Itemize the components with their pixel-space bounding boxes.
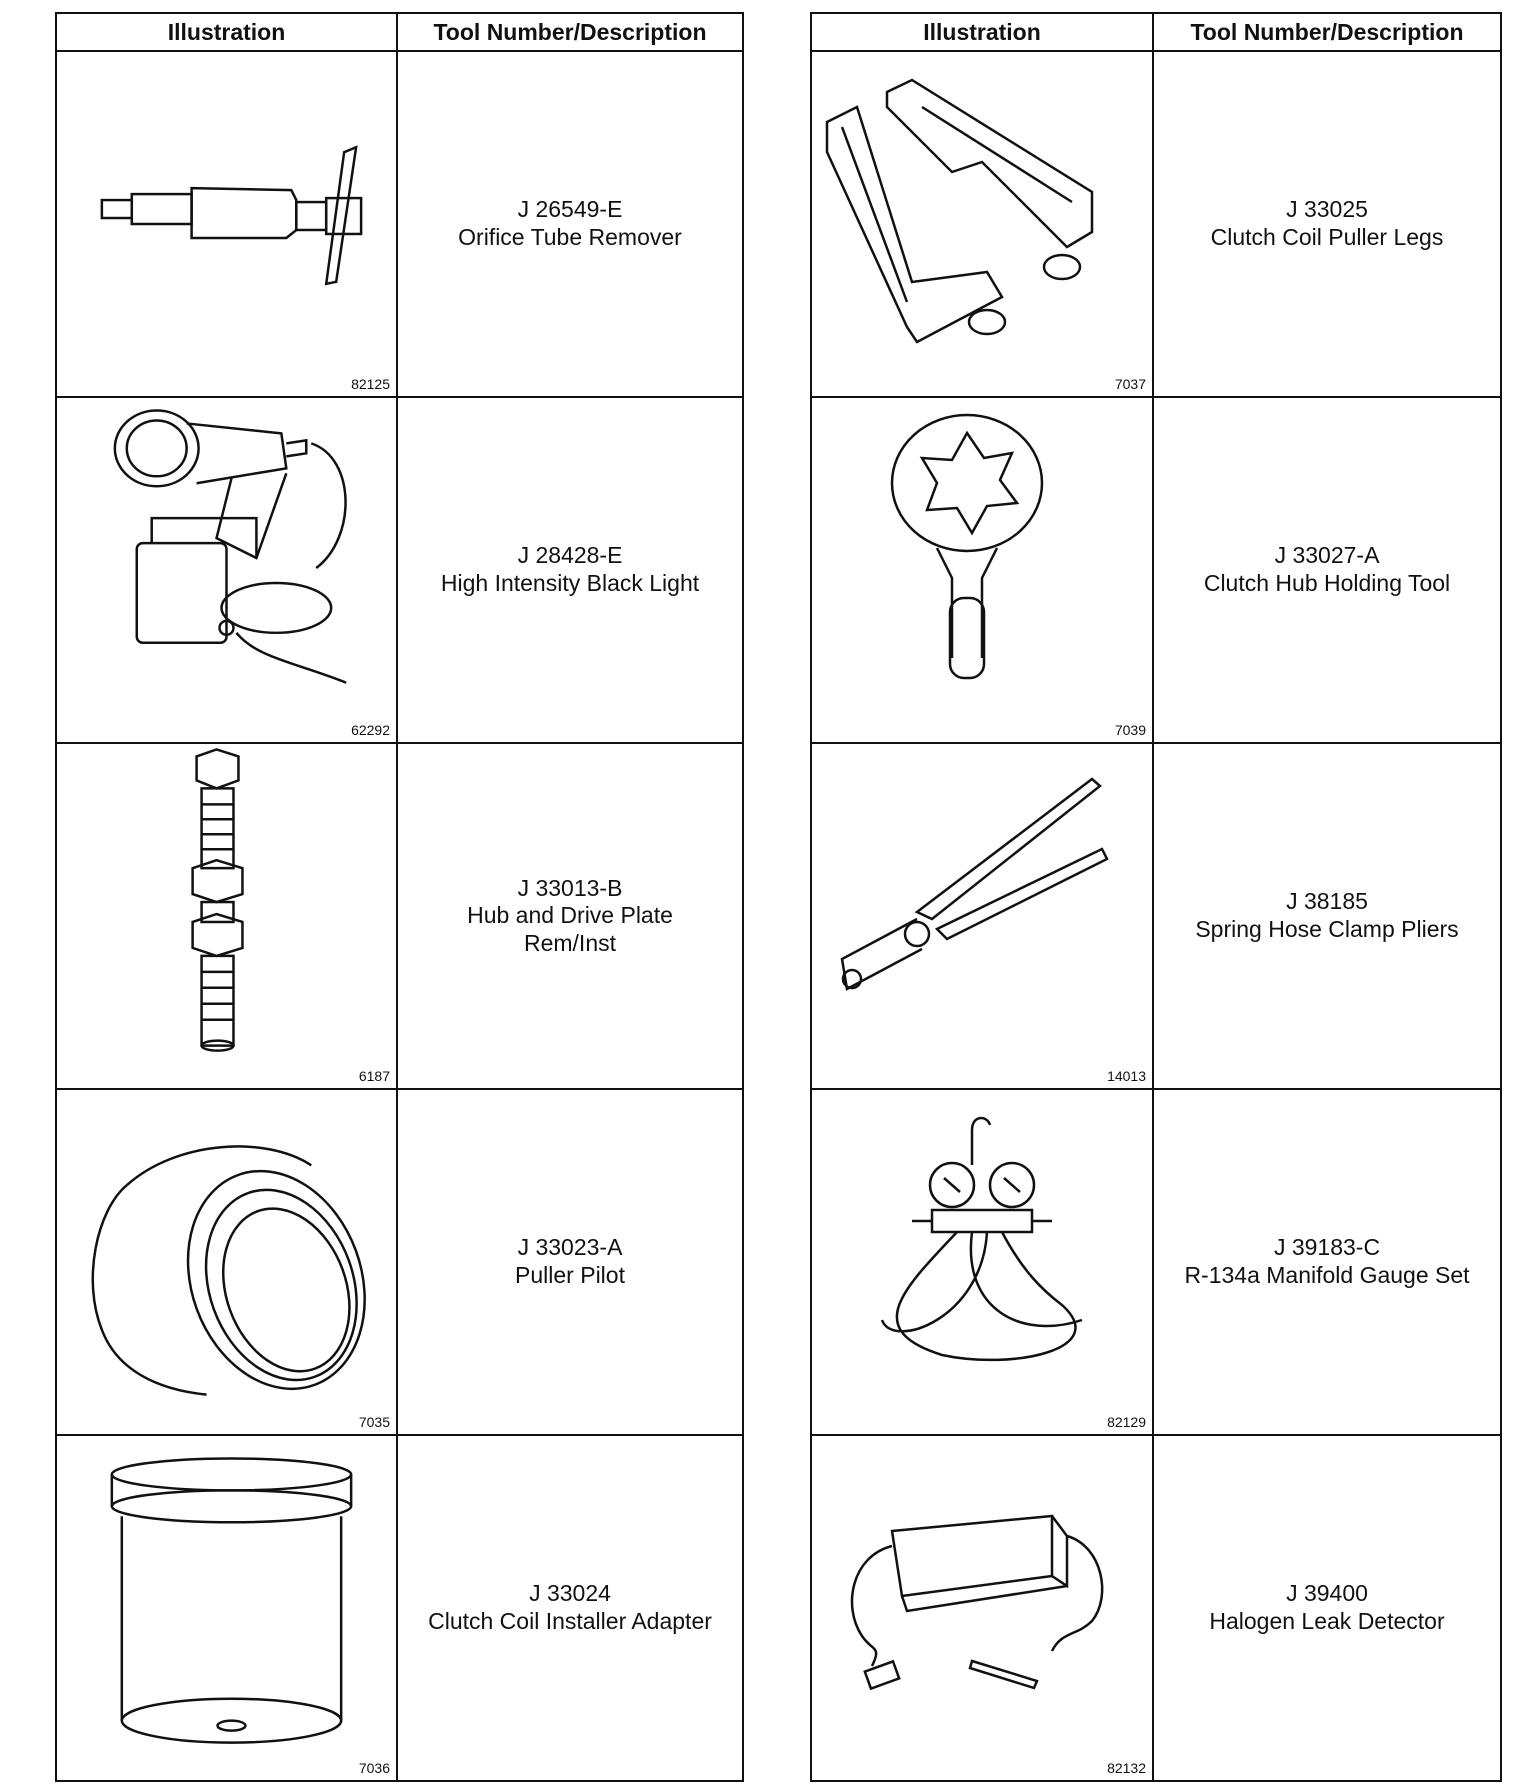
description-cell <box>1153 743 1501 1089</box>
description-cell <box>397 397 743 743</box>
illustration-cell <box>811 51 1153 397</box>
hub-drive-plate-tool-icon <box>57 744 396 1088</box>
tool-description: Puller Pilot <box>515 1262 625 1288</box>
table-row <box>811 743 1501 1089</box>
illustration-cell <box>56 743 397 1089</box>
hose-clamp-pliers-icon <box>812 744 1152 1088</box>
table-row <box>56 743 743 1089</box>
tool-number: J 39183-C <box>1273 1234 1381 1261</box>
figure-number: 7036 <box>358 1760 390 1776</box>
tool-description: R-134a Manifold Gauge Set <box>1184 1262 1470 1288</box>
illustration-cell <box>811 1435 1153 1781</box>
illustration-cell <box>56 51 397 397</box>
tool-number: J 26549-E <box>517 196 623 223</box>
figure-number: 6187 <box>358 1068 390 1084</box>
illustration-cell <box>811 1089 1153 1435</box>
figure-number: 7039 <box>1114 722 1146 738</box>
table-row <box>56 51 743 397</box>
header-tool-description: Tool Number/Description <box>397 13 743 51</box>
manifold-gauge-set-icon <box>812 1090 1152 1434</box>
orifice-tube-remover-icon <box>57 52 396 396</box>
description-cell <box>397 1435 743 1781</box>
illustration-cell <box>811 397 1153 743</box>
figure-number: 82129 <box>1107 1414 1146 1430</box>
description-cell <box>1153 51 1501 397</box>
tool-number: J 38185 <box>1286 888 1368 915</box>
description-cell <box>397 51 743 397</box>
table-header-row <box>811 13 1501 51</box>
tool-description: Orifice Tube Remover <box>458 224 682 250</box>
illustration-cell <box>56 1089 397 1435</box>
tool-number: J 39400 <box>1286 1580 1368 1607</box>
figure-number: 62292 <box>351 722 390 738</box>
table-header-row <box>56 13 743 51</box>
header-illustration: Illustration <box>56 13 397 51</box>
leak-detector-icon <box>812 1436 1152 1780</box>
description-cell <box>1153 397 1501 743</box>
table-row <box>811 1089 1501 1435</box>
tool-description: High Intensity Black Light <box>440 570 700 596</box>
tool-number: J 33025 <box>1286 196 1368 223</box>
tool-description: Clutch Coil Installer Adapter <box>428 1608 712 1634</box>
tool-number: J 33013-B <box>517 874 623 901</box>
black-light-icon <box>57 398 396 742</box>
illustration-cell <box>811 743 1153 1089</box>
tool-description: Clutch Coil Puller Legs <box>1210 224 1444 250</box>
illustration-cell <box>56 1435 397 1781</box>
tool-number: J 33023-A <box>517 1234 623 1261</box>
figure-number: 82125 <box>351 376 390 392</box>
table-row <box>811 397 1501 743</box>
puller-pilot-icon <box>57 1090 396 1434</box>
tool-number: J 33024 <box>529 1580 611 1607</box>
table-row <box>56 397 743 743</box>
tool-description: Clutch Hub Holding Tool <box>1203 570 1451 596</box>
tool-description: Halogen Leak Detector <box>1209 1608 1445 1634</box>
description-cell <box>1153 1435 1501 1781</box>
table-row <box>811 51 1501 397</box>
hub-holding-tool-icon <box>812 398 1152 742</box>
figure-number: 14013 <box>1107 1068 1146 1084</box>
tool-number: J 33027-A <box>1274 542 1380 569</box>
tool-table-right <box>810 12 1502 1782</box>
header-illustration: Illustration <box>811 13 1153 51</box>
illustration-cell <box>56 397 397 743</box>
installer-adapter-icon <box>57 1436 396 1780</box>
table-row <box>56 1435 743 1781</box>
description-cell <box>397 1089 743 1435</box>
description-cell <box>397 743 743 1089</box>
figure-number: 7037 <box>1114 376 1146 392</box>
table-row <box>811 1435 1501 1781</box>
puller-legs-icon <box>812 52 1152 396</box>
table-row <box>56 1089 743 1435</box>
tool-description: Spring Hose Clamp Pliers <box>1195 916 1459 942</box>
tool-table-left <box>55 12 744 1782</box>
header-tool-description: Tool Number/Description <box>1153 13 1501 51</box>
tool-number: J 28428-E <box>517 542 623 569</box>
description-cell <box>1153 1089 1501 1435</box>
figure-number: 82132 <box>1107 1760 1146 1776</box>
tool-description: Hub and Drive Plate Rem/Inst <box>467 902 673 956</box>
figure-number: 7035 <box>358 1414 390 1430</box>
